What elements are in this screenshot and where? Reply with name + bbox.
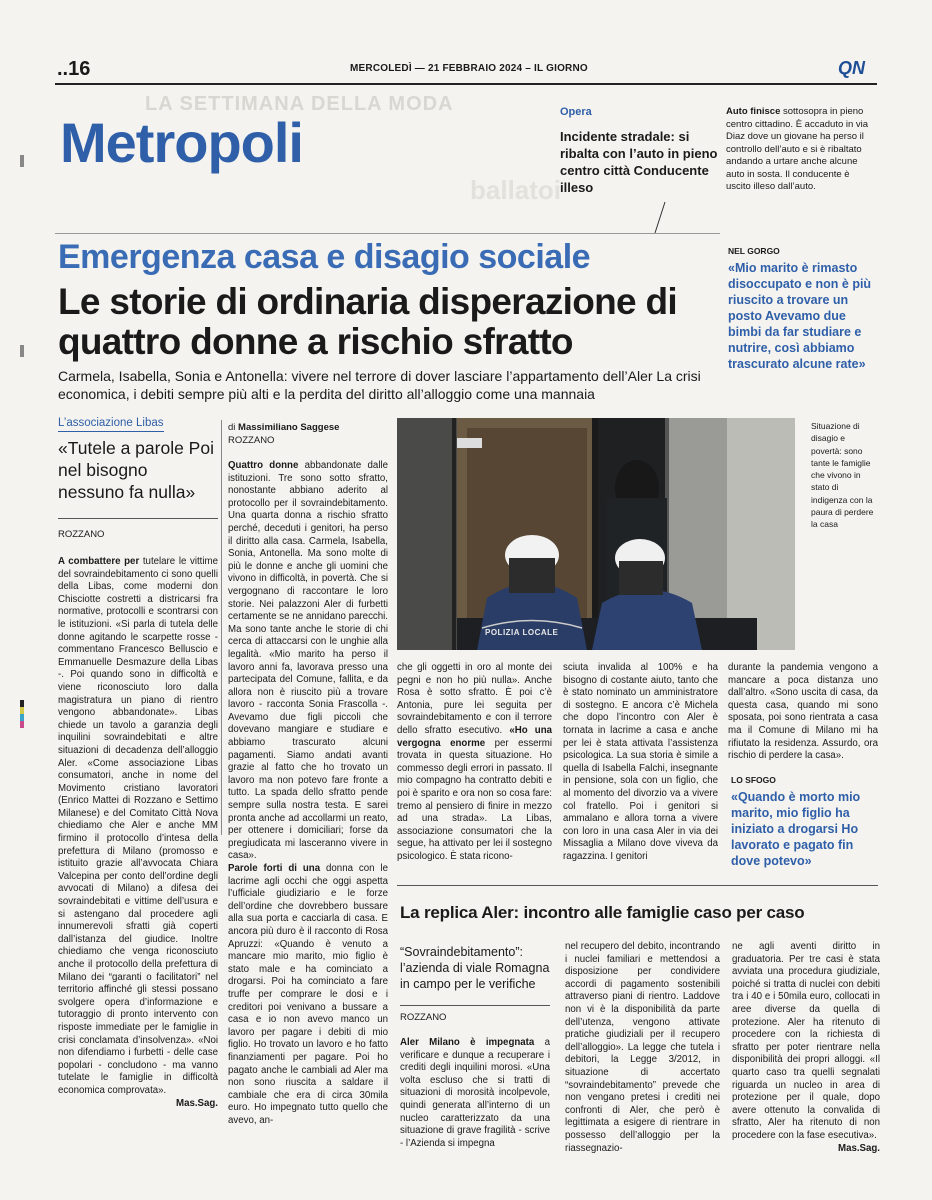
side-quote-kicker: NEL GORGO xyxy=(728,246,780,256)
main-place: ROZZANO xyxy=(228,435,275,446)
col3-bold: «Ho una vergogna enorme xyxy=(397,724,552,749)
replica-text-3: ne agli aventi diritto in graduatoria. Per tre casi è stata avviata una procedura giudiziale, poiché si tratta di nuclei con debiti tra i 40 e i 50mila euro, collocati in aree diverse da quella di protezione. Aler ha ritenuto di procedere con la richiesta di sfratto per poter rientrare nella disponibilità dei propri alloggi. «Il quarto caso tra quelli segnalati riguarda un nucleo in area di protezione per il quale, dopo avere ottenuto la convalida di sfratto, Aler ha ritenuto di non procedere con la fase esecutiva». xyxy=(732,941,880,1141)
column-divider xyxy=(221,420,222,835)
libas-text: tutelare le vittime del sovraindebitamento ci sono quelli della Libas, come moderni don Chisciotte costretti a districarsi fra normative, protocolli e scontrarsi con le istituzioni. «Si parla di tutela delle donne agitando le scarpette rosse - commentano Francesco Belluscio e Emmanuelle Desmazure della Libas -. Poi quando sono in difficoltà e viene riconosciuto loro dalla magistratura un piano di rientro vengono abbandonate». Libas chiede un tavolo a garanzia degli inquilini sovraindebitati e altre situazioni di decadenza dell’alloggio Aler. «Come associazione Libas consumatori, anche in nome del Movimento cristiano lavoratori (Enrico Mattei di Rozzano e Settimo Milanese) e del Comitato Città Nova chiediamo che Aler e anche MM firmino il protocollo d’intesa della prefettura di Milano (promosso e istituito grazie all’avvocata Chiara Valcepina per conto dell’ordine degli avvocati di Milano) a difesa dei sovraindebitati e vittime dell’usura e si astengano dal procedere agli innumerevoli sfratti già coperti dall’istanza del giudice. Inoltre chiediamo che venga riconosciuto anche il protocollo della prefettura di Milano dei “garanti o facilitatori” nel territorio affinché gli stessi possano svolgere opera d’informazione e tutoraggio di pronto intervento con risposte immediate per le famiglie in crisi conclamata d’insolvenza». «Noi non difendiamo i furbetti - delle case popolari - concludono - ma vanno tutelate le famiglie in difficoltà economica comprovata». xyxy=(58,556,218,1096)
side-quote-2: «Quando è morto mio marito, mio figlio ha iniziato a drogarsi Ho lavorato e pagato fin dove potevo» xyxy=(731,790,861,868)
slash-mark xyxy=(650,200,670,235)
libas-title: «Tutele a parole Poi nel bisogno nessuno fa nulla» xyxy=(58,438,214,502)
col3-text: che gli oggetti in oro al monte dei pegni e non ho più nulla». Anche Rosa è sotto sfratto. È poi c’è Antonia, pure lei seguita per sovraindebitamento e con il terrore dello sfratto esecutivo. xyxy=(397,662,552,736)
show-through-text-2: ballatoi xyxy=(470,175,562,205)
brief-body-text: sottosopra in pieno centro cittadino. È accaduto in via Diaz dove un giovane ha perso il controllo dell’auto e si è ribaltato andando a urtare anche alcune auto in sosta. Il conducente è uscito illeso dall’auto. xyxy=(726,106,869,192)
libas-body xyxy=(58,556,218,1110)
replica-body-col1 xyxy=(400,1037,550,1150)
replica-title: La replica Aler: incontro alle famiglie caso per caso xyxy=(400,903,805,922)
main-body-col1 xyxy=(228,460,388,1127)
replica-rule xyxy=(400,1005,550,1006)
section-title: Metropoli xyxy=(60,111,303,174)
main-lead-2: Parole forti di una xyxy=(228,863,321,874)
main-body-col2 xyxy=(397,662,552,864)
registration-mark xyxy=(20,700,24,728)
side-quote: «Mio marito è rimasto disoccupato e non è più riuscito a trovare un posto Avevamo due bimbi da far studiare e nutrire, così abbiamo trascurato alcune rate» xyxy=(728,261,872,371)
brief-body xyxy=(726,106,876,194)
side-quote-2-kicker: LO SFOGO xyxy=(731,775,776,785)
registration-mark xyxy=(20,345,24,357)
col3-text-2: per essermi trovata in questa situazione. Ho commesso degli errori in passato. Il mio compagno ha contratto debiti e poi è sparito e ora non so cosa fare: tremo al pensiero di finire in mezzo ad una strada». La Libas, associazione consumatori che la segue, ha attivato per lei il sostegno psicologico. È stata ricono- xyxy=(397,737,552,862)
byline xyxy=(228,422,339,433)
main-subtitle: Carmela, Isabella, Sonia e Antonella: vivere nel terrore di dover lasciare l’appartamento dell’Aler La crisi economica, i debiti sempre più alti e la perdita del diritto all’alloggio come una mannaia xyxy=(58,368,701,402)
libas-signature: Mas.Sag. xyxy=(176,1097,218,1109)
byline-prefix: di xyxy=(228,422,239,433)
libas-kicker: L’associazione Libas xyxy=(58,417,164,432)
main-supertitle: Emergenza casa e disagio sociale xyxy=(58,238,591,276)
brief-title: Incidente stradale: si ribalta con l’auto in pieno centro città Conducente illeso xyxy=(560,129,718,195)
photo-caption: Situazione di disagio e povertà: sono tante le famiglie che vivono in stato di indigenza con la paura di perdere la casa xyxy=(811,421,874,530)
libas-lead: A combattere per xyxy=(58,556,140,567)
main-lead: Quattro donne xyxy=(228,460,299,471)
top-separator xyxy=(55,233,720,234)
replica-signature: Mas.Sag. xyxy=(838,1142,880,1154)
registration-mark xyxy=(20,155,24,167)
photo-illustration xyxy=(397,418,795,650)
replica-place: ROZZANO xyxy=(400,1012,447,1023)
libas-rule xyxy=(58,518,218,519)
show-through-text: LA SETTIMANA DELLA MODA xyxy=(145,93,454,115)
news-photo xyxy=(397,418,795,650)
date-line: MERCOLEDÌ — 21 FEBBRAIO 2024 – IL GIORNO xyxy=(350,63,588,74)
page-number: ..16 xyxy=(57,58,91,80)
replica-body-col3 xyxy=(732,941,880,1155)
replica-text-1: a verificare e dunque a recuperare i crediti degli inquilini morosi. «Una volta escluso che si tratti di situazioni di morosità incolpevole, quindi generata all’interno di un nucleo caratterizzato da una situazione di grave fragilità - scrive - l’Azienda si impegna xyxy=(400,1037,550,1149)
replica-lead: Aler Milano è impegnata xyxy=(400,1037,535,1048)
main-text: abbandonate dalle istituzioni. Tre sono sotto sfratto, nonostante abbiano aderito al protocollo per il sovraindebitamento. Una quarta donna a rischio sfratto perché, deceduti i genitori, ha perso il diritto alla casa. Carmela, Isabella, Sonia, Antonella. Ma sono molte di più le donne e anche gli uomini che vivono in difficoltà, in povertà. Che si vergognano di raccontare le loro storie. Nei palazzoni Aler di furbetti certamente se ne annidano parecchi. Ma sono tante anche le storie di chi cerca di attaccarsi con le unghie alla legalità. «Mio marito ha perso il lavoro anni fa, lavorava presso una partecipata del Comune, fallita, e da allora non è riuscito più a trovare lavoro - racconta Sonia Frascolla -. Avevamo due figli piccoli che dovevano mangiare e studiare e abbiamo trascurato alcuni pagamenti. Siamo andati avanti grazie al fatto che ho trovato un lavoro ma non potevo fare fronte a tutto. La spada dello sfratto pende sempre sulla nostra testa. E sarei pronta anche ad accollarmi un reato, per ottenere i domiciliari; forse da pregiudicata mi lasceranno vivere in casa». xyxy=(228,460,389,862)
header-rule xyxy=(55,83,877,85)
main-text-2: donna con le lacrime agli occhi che oggi aspetta l’ufficiale giudiziario e le forze dell’ordine che dovrebbero bussare alla sua porta e cacciarla di casa. E ancora più duro è il racconto di Rosa Apruzzi: «Quando è venuto a mancare mio marito, mio figlio è stato male e ha cominciato a drogarsi. Poi ha cominciato a fare truffe per comprare le dosi e i creditori poi venivano a bussare a casa e io non avevo manco un lavoro per pagare i debiti di mio figlio. Ho trovato un lavoro e ho fatto finanziamenti per pagare. Poi ho pagato anche le cambiali ad Aler ma non sono riuscita a saldare il cambiale che era di circa 30mila euro. Ho impegnato tutto quello che avevo, an- xyxy=(228,863,388,1126)
qn-logo: QN xyxy=(838,58,865,78)
replica-body-col2: nel recupero del debito, incontrando i nuclei familiari e mettendosi a disposizione per condividere accordi di pagamento sostenibili attraverso piani di rientro. Laddove non vi è la disponibilità da parte dell’utenza, vengono attivate pratiche giudiziali per il recupero dell’alloggio». La legge che tutela i debitori, la Legge 3/2012, in situazione di accertato “sovraindebitamento” prevede che non vengano pretesi i crediti nei confronti di Aler, che però è legittimata a esigere di rientrare in possesso dell’alloggio per la riassegnazio- xyxy=(565,941,720,1154)
byline-name: Massimiliano Saggese xyxy=(238,422,340,433)
libas-place: ROZZANO xyxy=(58,529,105,540)
main-title: Le storie di ordinaria disperazione di quattro donne a rischio sfratto xyxy=(58,281,677,362)
photo-label: POLIZIA LOCALE xyxy=(485,628,559,637)
replica-separator xyxy=(397,885,878,886)
brief-body-lead: Auto finisce xyxy=(726,106,781,117)
main-body-col3: sciuta invalida al 100% e ha bisogno di costante aiuto, tanto che è stato nominato un amministratore di sostegno. E ancora c’è Michela che dopo l’incontro con Aler è tornata in lacrime a casa e anche per lei è stata attivata l’assistenza psicologica. La sua storia è simile a quella di Isabella Falchi, insegnante in pensione, sola con un figlio, che al momento del divorzio va a vivere col fratello. Poi i genitori si ammalano e allora torna a vivere con loro in una casa Aler in via dei Missaglia a Milano dove viveva da ragazzina. I genitori xyxy=(563,662,718,862)
main-body-col4: durante la pandemia vengono a mancare a poca distanza uno dall’altro. «Sono uscita di casa, da questa casa, quando mi sono sposata, poi sono rientrata a casa ma il Comune di Milano mi ha rifiutato la residenza. Assurdo, ora rischio di perdere la casa». xyxy=(728,662,878,762)
replica-subtitle: “Sovraindebitamento”: l’azienda di viale Romagna in campo per le verifiche xyxy=(400,945,550,991)
brief-kicker: Opera xyxy=(560,106,592,118)
